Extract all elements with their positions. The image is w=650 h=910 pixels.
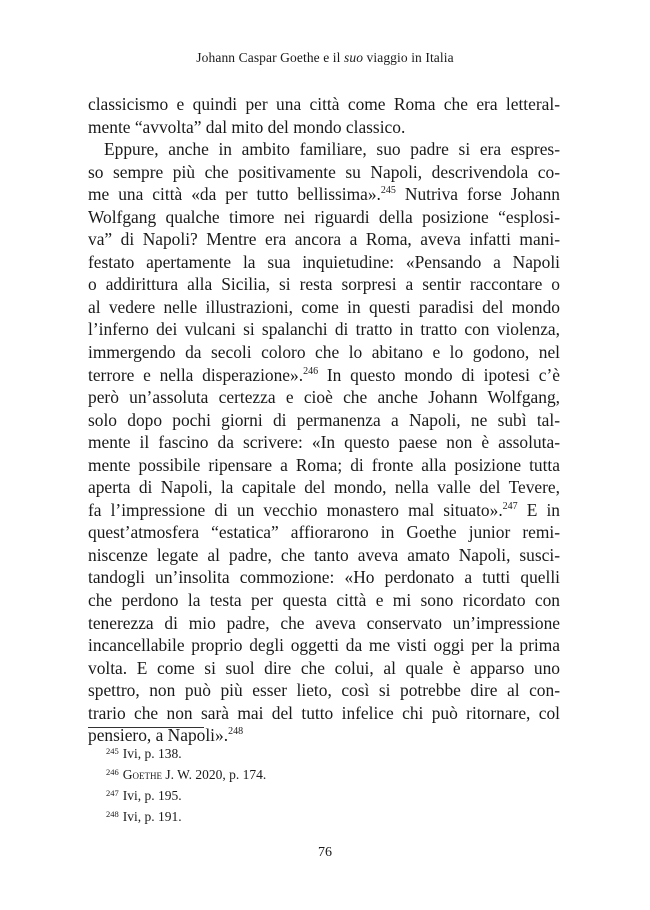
text-line: Wolfgang qualche timore nei riguardi della posizione “esplosi-	[88, 206, 560, 227]
text-line	[88, 364, 560, 387]
footnote-246	[106, 763, 266, 784]
text-line	[88, 499, 560, 522]
footnote-author: Goethe	[122, 767, 162, 782]
text-line: incancellabile proprio degli oggetti da me visti oggi per la prima	[88, 635, 560, 656]
text-line: spettro, non può più esser lieto, così si potrebbe dire al con-	[88, 680, 560, 701]
text-segment: me una città «da per tutto bellissima».	[88, 184, 381, 205]
text-segment: In questo mondo di ipotesi c’è	[318, 364, 560, 385]
text-line: so sempre più che positivamente su Napoli, descrivendola co-	[88, 161, 560, 182]
footnote-number: 245	[106, 746, 119, 756]
footnote-number: 247	[106, 788, 119, 798]
text-line: classicismo e quindi per una città come Roma che era letteral-	[88, 94, 560, 114]
text-line: tandogli un’insolita commozione: «Ho perdonato a tutti quelli	[88, 567, 560, 588]
footnote-ref-248[interactable]: 248	[228, 726, 244, 738]
text-segment: terrore e nella disperazione».	[88, 364, 304, 385]
text-line: al vedere nelle illustrazioni, come in questi paradisi del mondo	[88, 296, 560, 317]
footnote-text: Ivi, p. 138.	[122, 746, 182, 761]
footnote-number: 246	[106, 767, 119, 777]
text-line: però un’assoluta certezza e cioè che anche Johann Wolfgang,	[88, 387, 560, 408]
text-line: l’inferno dei vulcani si spalanchi di tratto in tratto con violenza,	[88, 319, 560, 340]
footnote-number: 248	[106, 809, 119, 819]
running-head-text: Johann Caspar Goethe e il	[196, 50, 344, 65]
text-line: che perdono la testa per questa città e mi sono ricordato con	[88, 590, 560, 611]
footnote-248	[106, 805, 266, 826]
text-line: tenerezza di mio padre, che aveva conservato un’impressione	[88, 612, 560, 633]
text-segment: pensiero, a Napoli».	[88, 725, 229, 746]
text-line: aperta di Napoli, la capitale del mondo, nella valle del Tevere,	[88, 477, 560, 498]
footnote-ref-247[interactable]: 247	[502, 500, 518, 512]
text-line: o addirittura alla Sicilia, si resta sorpresi a sentir raccontare o	[88, 274, 560, 295]
text-line: festato apertamente la sua inquietudine: «Pensando a Napoli	[88, 251, 560, 272]
text-segment: E in	[517, 499, 560, 520]
text-segment: fa l’impressione di un vecchio monastero mal situato».	[88, 499, 503, 520]
page-number: 76	[318, 845, 332, 860]
text-segment: Nutriva forse Johann	[395, 184, 561, 205]
text-line: volta. E come si suol dire che colui, al quale è apparso uno	[88, 657, 560, 678]
text-line: va” di Napoli? Mentre era ancora a Roma, aveva infatti mani-	[88, 229, 560, 250]
footnote-text: Ivi, p. 195.	[122, 788, 182, 803]
text-line: mente possibile ripensare a Roma; di fronte alla posizione tutta	[88, 454, 560, 475]
body-text	[88, 93, 560, 747]
text-line: mente “avvolta” dal mito del mondo classico.	[88, 116, 406, 137]
text-line: immergendo da secoli coloro che lo abitano e lo godono, nel	[88, 342, 560, 363]
footnote-divider	[88, 727, 204, 728]
text-line: quest’atmosfera “estatica” affiorarono in Goethe junior remi-	[88, 522, 560, 543]
footnote-text: Ivi, p. 191.	[122, 809, 182, 824]
footnote-ref-245[interactable]: 245	[380, 185, 396, 197]
text-line	[88, 183, 560, 206]
running-head	[0, 50, 650, 66]
footnotes	[106, 742, 266, 826]
footnote-245	[106, 742, 266, 763]
text-line: Eppure, anche in ambito familiare, suo padre si era espres-	[104, 139, 560, 160]
running-head-text-end: viaggio in Italia	[363, 50, 454, 65]
footnote-ref-246[interactable]: 246	[303, 365, 319, 377]
text-line: mente il fascino da scrivere: «In questo paese non è assoluta-	[88, 432, 560, 453]
running-head-emphasis: suo	[343, 50, 364, 65]
footnote-247	[106, 784, 266, 805]
footnote-text: J. W. 2020, p. 174.	[162, 767, 267, 782]
text-line: solo dopo pochi giorni di permanenza a Napoli, ne subì tal-	[88, 409, 560, 430]
text-line: trario che non sarà mai del tutto infelice chi può ritornare, col	[88, 702, 560, 723]
text-line: niscenze legate al padre, che tanto aveva amato Napoli, susci-	[88, 544, 560, 565]
